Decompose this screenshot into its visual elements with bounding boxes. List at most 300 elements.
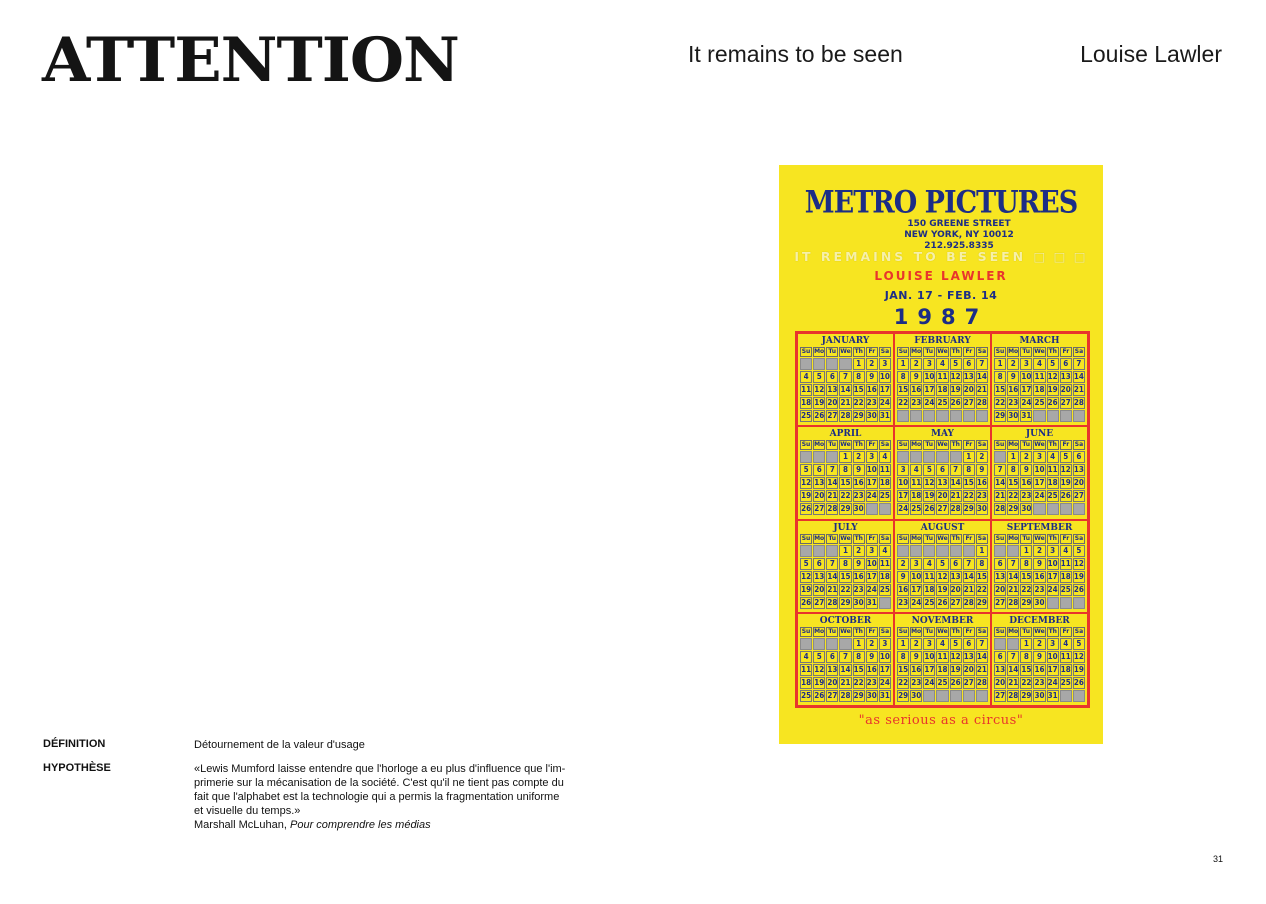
day-cell: 17 — [866, 478, 877, 488]
day-cell: 14 — [827, 478, 838, 488]
blank-cell — [1033, 503, 1045, 515]
day-cell: 25 — [1047, 491, 1058, 501]
day-cell: 6 — [826, 371, 838, 383]
day-cell: 15 — [853, 385, 864, 394]
quote-line: fait que l'alphabet est la technologie qui a permis la fragmentation uniforme — [194, 791, 560, 803]
day-cell: 13 — [827, 664, 838, 674]
weekday-label: Th — [854, 534, 863, 542]
day-cell: 9 — [910, 371, 922, 383]
day-cell: 21 — [827, 491, 838, 501]
day-cell: 4 — [1033, 358, 1045, 370]
weekday-label: Sa — [1074, 441, 1084, 449]
day-cell: 29 — [1021, 690, 1032, 700]
day-cell: 16 — [866, 385, 877, 394]
day-cell: 6 — [963, 358, 975, 370]
weekday-label: Su — [995, 627, 1005, 635]
day-cell: 10 — [924, 651, 935, 661]
quote-source — [194, 818, 586, 832]
day-cell: 9 — [897, 571, 909, 583]
calendar-year: 1987 — [893, 305, 989, 329]
blank-cell — [923, 545, 935, 557]
day-cell: 4 — [1047, 451, 1059, 463]
day-cell: 5 — [1047, 358, 1059, 370]
day-cell: 13 — [995, 571, 1006, 581]
weekday-label: We — [1034, 534, 1045, 542]
calendar-month — [991, 426, 1088, 519]
day-cell: 8 — [839, 464, 851, 476]
day-cell: 13 — [1073, 465, 1084, 475]
day-cell: 31 — [879, 411, 890, 420]
day-cell: 13 — [814, 571, 825, 581]
day-cell: 9 — [853, 558, 865, 570]
day-cell: 18 — [879, 478, 890, 488]
day-cell: 1 — [963, 451, 975, 463]
day-cell: 11 — [1034, 372, 1045, 381]
day-cell: 6 — [936, 464, 948, 476]
day-grid — [994, 638, 1085, 702]
weekday-label: Sa — [1074, 627, 1084, 635]
day-cell: 11 — [937, 651, 948, 661]
day-cell: 20 — [1073, 478, 1084, 488]
day-cell: 23 — [866, 398, 877, 407]
day-cell: 4 — [936, 638, 948, 650]
calendar-month — [797, 520, 894, 613]
day-cell: 12 — [1047, 372, 1058, 381]
day-cell: 17 — [866, 571, 877, 581]
day-cell: 13 — [963, 372, 974, 381]
day-cell: 16 — [866, 664, 877, 674]
day-cell: 2 — [866, 638, 878, 650]
day-cell: 29 — [976, 597, 987, 607]
day-cell: 23 — [898, 597, 909, 607]
day-cell: 14 — [976, 651, 987, 661]
weekday-label: Th — [951, 441, 960, 449]
weekday-label: Th — [1048, 348, 1057, 355]
day-cell: 12 — [950, 372, 961, 381]
weekday-label: Fr — [866, 534, 878, 544]
day-cell: 6 — [950, 558, 962, 570]
day-cell: 19 — [1047, 385, 1058, 394]
day-cell: 2 — [897, 558, 909, 570]
day-cell: 4 — [800, 651, 812, 663]
day-cell: 29 — [840, 504, 851, 514]
weekday-label: We — [1034, 348, 1045, 355]
blank-cell — [1060, 690, 1072, 702]
blank-cell — [813, 545, 825, 557]
day-cell: 18 — [879, 571, 890, 581]
day-cell: 21 — [1008, 677, 1019, 687]
day-cell: 14 — [950, 478, 961, 488]
day-cell: 29 — [898, 690, 909, 700]
weekday-label: Tu — [826, 627, 838, 637]
weekday-label: Th — [951, 348, 960, 355]
weekday-label: Mo — [911, 441, 922, 449]
weekday-label: Th — [951, 534, 960, 542]
day-cell: 5 — [813, 371, 825, 383]
blank-cell — [976, 410, 988, 422]
day-cell: 6 — [1073, 451, 1085, 463]
day-cell: 25 — [937, 677, 948, 687]
day-cell: 14 — [976, 372, 987, 381]
day-cell: 1 — [1020, 545, 1032, 557]
day-cell: 17 — [924, 664, 935, 674]
day-cell: 21 — [1073, 385, 1084, 394]
weekday-label: Mo — [814, 627, 825, 635]
day-cell: 10 — [879, 372, 890, 381]
day-cell: 7 — [839, 651, 851, 663]
day-cell: 21 — [1008, 584, 1019, 594]
day-cell: 21 — [950, 491, 961, 501]
day-cell: 25 — [801, 411, 812, 420]
weekday-header — [897, 347, 988, 357]
day-cell: 5 — [923, 464, 935, 476]
day-cell: 18 — [1047, 478, 1058, 488]
weekday-label: Su — [801, 534, 811, 542]
quote-line: primerie sur la mécanisation de la société. C'est qu'il ne tient pas compte du — [194, 777, 564, 789]
weekday-label: Fr — [1060, 440, 1072, 450]
month-name: JULY — [833, 522, 858, 533]
blank-cell — [923, 451, 935, 463]
day-cell: 29 — [995, 411, 1006, 420]
day-cell: 26 — [950, 398, 961, 407]
day-cell: 7 — [994, 464, 1006, 476]
day-cell: 2 — [976, 451, 988, 463]
day-cell: 16 — [1034, 571, 1045, 581]
day-cell: 14 — [1073, 372, 1084, 381]
month-name: DECEMBER — [1009, 615, 1070, 626]
day-cell: 8 — [1020, 558, 1032, 570]
blank-cell — [963, 690, 975, 702]
day-cell: 20 — [1060, 385, 1071, 394]
weekday-label: We — [1034, 627, 1045, 635]
day-cell: 8 — [976, 558, 988, 570]
day-cell: 18 — [801, 677, 812, 687]
day-cell: 8 — [897, 371, 909, 383]
weekday-label: Sa — [977, 534, 987, 542]
day-cell: 25 — [937, 398, 948, 407]
day-cell: 2 — [1033, 545, 1045, 557]
month-name: OCTOBER — [819, 615, 872, 626]
weekday-label: Th — [854, 348, 863, 355]
day-cell: 26 — [1047, 398, 1058, 407]
weekday-label: Mo — [1008, 441, 1019, 449]
weekday-label: We — [937, 627, 948, 635]
day-cell: 30 — [866, 690, 877, 700]
day-cell: 11 — [1047, 465, 1058, 475]
day-cell: 10 — [1047, 651, 1058, 661]
weekday-label: Sa — [977, 441, 987, 449]
day-cell: 30 — [866, 411, 877, 420]
blank-cell — [813, 638, 825, 650]
weekday-label: Fr — [963, 627, 975, 637]
blank-cell — [1073, 410, 1085, 422]
day-cell: 9 — [866, 651, 878, 663]
day-cell: 21 — [995, 491, 1006, 501]
day-cell: 24 — [898, 504, 909, 514]
day-cell: 19 — [1073, 664, 1084, 674]
weekday-header — [897, 534, 988, 544]
day-cell: 21 — [827, 584, 838, 594]
day-grid — [897, 545, 988, 609]
day-cell: 30 — [1021, 504, 1032, 514]
weekday-label: We — [840, 348, 851, 355]
day-cell: 20 — [814, 584, 825, 594]
gallery-address-line: 150 GREENE STREET — [907, 219, 1011, 229]
day-cell: 30 — [1034, 597, 1045, 607]
day-cell: 25 — [924, 597, 935, 607]
day-cell: 21 — [976, 385, 987, 394]
blank-cell — [976, 690, 988, 702]
day-cell: 15 — [840, 571, 851, 581]
source-title: Pour comprendre les médias — [290, 819, 431, 831]
day-cell: 26 — [1073, 677, 1084, 687]
weekday-header — [897, 627, 988, 637]
calendar-month — [894, 426, 991, 519]
day-cell: 17 — [879, 385, 890, 394]
weekday-label: Su — [898, 348, 908, 355]
blank-cell — [897, 545, 909, 557]
day-cell: 27 — [963, 398, 974, 407]
day-grid — [994, 451, 1085, 515]
day-cell: 19 — [814, 677, 825, 687]
calendar-month — [894, 613, 991, 706]
day-cell: 22 — [898, 398, 909, 407]
weekday-label: Su — [995, 534, 1005, 542]
day-cell: 26 — [801, 597, 812, 607]
blank-cell — [936, 451, 948, 463]
weekday-header — [994, 627, 1085, 637]
weekday-label: Su — [898, 441, 908, 449]
calendar-month — [797, 426, 894, 519]
day-cell: 4 — [1060, 638, 1072, 650]
card-motto: "as serious as a circus" — [858, 713, 1024, 728]
day-cell: 15 — [898, 385, 909, 394]
show-dates: JAN. 17 - FEB. 14 — [884, 289, 998, 302]
day-cell: 26 — [950, 677, 961, 687]
weekday-label: Su — [801, 627, 811, 635]
day-cell: 24 — [1047, 584, 1058, 594]
day-cell: 25 — [1060, 677, 1071, 687]
month-name: JUNE — [1025, 429, 1054, 440]
day-cell: 9 — [1033, 558, 1045, 570]
day-cell: 8 — [994, 371, 1006, 383]
day-cell: 12 — [1073, 558, 1084, 568]
day-cell: 7 — [963, 558, 975, 570]
day-cell: 2 — [853, 451, 865, 463]
day-cell: 3 — [897, 464, 909, 476]
day-cell: 19 — [1073, 571, 1084, 581]
blank-cell — [994, 545, 1006, 557]
day-cell: 28 — [976, 398, 987, 407]
blank-cell — [950, 545, 962, 557]
blank-cell — [994, 638, 1006, 650]
day-cell: 11 — [879, 465, 890, 475]
day-grid — [800, 545, 891, 609]
day-cell: 11 — [924, 571, 935, 581]
weekday-header — [994, 347, 1085, 357]
blank-cell — [1047, 410, 1059, 422]
day-cell: 14 — [840, 385, 851, 394]
day-cell: 14 — [995, 478, 1006, 488]
blank-cell — [1047, 597, 1059, 609]
calendar-month — [894, 520, 991, 613]
blank-cell — [800, 638, 812, 650]
weekday-label: Tu — [826, 440, 838, 450]
day-cell: 23 — [911, 677, 922, 687]
day-cell: 3 — [923, 638, 935, 650]
blank-cell — [1060, 410, 1072, 422]
day-cell: 24 — [1047, 677, 1058, 687]
month-name: NOVEMBER — [911, 615, 974, 626]
day-cell: 19 — [937, 584, 948, 594]
day-cell: 27 — [995, 690, 1006, 700]
day-cell: 12 — [1073, 651, 1084, 661]
weekday-label: Tu — [826, 534, 838, 544]
day-cell: 26 — [801, 504, 812, 514]
day-cell: 29 — [853, 411, 864, 420]
day-cell: 11 — [1060, 651, 1071, 661]
day-cell: 11 — [801, 385, 812, 394]
artist-name: Louise Lawler — [1080, 41, 1222, 67]
day-cell: 31 — [879, 690, 890, 700]
day-cell: 21 — [840, 677, 851, 687]
weekday-label: Th — [1048, 627, 1057, 635]
day-cell: 10 — [911, 571, 922, 581]
day-cell: 15 — [963, 478, 974, 488]
day-cell: 2 — [1033, 638, 1045, 650]
day-cell: 8 — [1020, 651, 1032, 663]
day-cell: 30 — [1034, 690, 1045, 700]
weekday-label: Tu — [923, 440, 935, 450]
day-cell: 27 — [827, 411, 838, 420]
day-cell: 24 — [1034, 491, 1045, 501]
day-cell: 20 — [950, 584, 961, 594]
day-cell: 20 — [937, 491, 948, 501]
weekday-label: Su — [801, 348, 811, 355]
day-cell: 7 — [839, 371, 851, 383]
day-cell: 28 — [1073, 398, 1084, 407]
quote-line: et visuelle du temps.» — [194, 805, 301, 817]
day-cell: 25 — [879, 491, 890, 501]
day-cell: 26 — [924, 504, 935, 514]
day-cell: 16 — [976, 478, 987, 488]
weekday-label: Su — [898, 627, 908, 635]
day-cell: 19 — [801, 491, 812, 501]
weekday-label: Mo — [911, 534, 922, 542]
day-cell: 23 — [1034, 584, 1045, 594]
day-cell: 24 — [866, 584, 877, 594]
day-cell: 9 — [1020, 464, 1032, 476]
day-cell: 27 — [963, 677, 974, 687]
day-cell: 4 — [923, 558, 935, 570]
day-cell: 16 — [911, 385, 922, 394]
day-cell: 8 — [839, 558, 851, 570]
day-cell: 22 — [995, 398, 1006, 407]
day-cell: 2 — [1007, 358, 1019, 370]
day-cell: 16 — [898, 584, 909, 594]
day-cell: 24 — [911, 597, 922, 607]
day-cell: 22 — [898, 677, 909, 687]
day-cell: 22 — [840, 584, 851, 594]
day-cell: 5 — [1073, 638, 1085, 650]
day-cell: 3 — [866, 451, 878, 463]
page-title: ATTENTION — [42, 25, 459, 96]
day-cell: 10 — [866, 465, 877, 475]
weekday-label: Tu — [923, 534, 935, 544]
day-cell: 9 — [910, 651, 922, 663]
weekday-label: We — [937, 441, 948, 449]
day-cell: 2 — [866, 358, 878, 370]
weekday-label: Fr — [1060, 347, 1072, 357]
day-cell: 5 — [800, 558, 812, 570]
blank-cell — [910, 545, 922, 557]
day-cell: 9 — [853, 464, 865, 476]
weekday-label: Fr — [963, 347, 975, 357]
day-cell: 4 — [800, 371, 812, 383]
day-cell: 10 — [1034, 465, 1045, 475]
day-cell: 13 — [937, 478, 948, 488]
day-cell: 3 — [910, 558, 922, 570]
weekday-label: Tu — [923, 347, 935, 357]
day-cell: 23 — [911, 398, 922, 407]
definition-text: Détournement de la valeur d'usage — [194, 739, 365, 751]
blank-cell — [923, 410, 935, 422]
calendar-month — [991, 333, 1088, 426]
month-name: JANUARY — [821, 336, 870, 346]
day-cell: 4 — [879, 545, 891, 557]
weekday-label: Su — [995, 441, 1005, 449]
day-cell: 25 — [1034, 398, 1045, 407]
day-cell: 10 — [879, 651, 890, 661]
day-cell: 7 — [1073, 358, 1085, 370]
day-cell: 15 — [1021, 664, 1032, 674]
day-cell: 3 — [923, 358, 935, 370]
blank-cell — [936, 690, 948, 702]
weekday-label: Su — [898, 534, 908, 542]
day-cell: 10 — [924, 372, 935, 381]
day-cell: 20 — [995, 584, 1006, 594]
day-cell: 18 — [924, 584, 935, 594]
day-cell: 6 — [1060, 358, 1072, 370]
blank-cell — [800, 451, 812, 463]
day-cell: 16 — [1021, 478, 1032, 488]
day-cell: 18 — [1034, 385, 1045, 394]
day-cell: 5 — [1073, 545, 1085, 557]
day-cell: 13 — [1060, 372, 1071, 381]
day-cell: 24 — [924, 677, 935, 687]
day-cell: 28 — [840, 690, 851, 700]
weekday-label: Tu — [1020, 534, 1032, 544]
day-cell: 31 — [1047, 690, 1058, 700]
day-cell: 22 — [1021, 584, 1032, 594]
day-cell: 11 — [937, 372, 948, 381]
day-cell: 7 — [1007, 651, 1019, 663]
day-cell: 7 — [950, 464, 962, 476]
blank-cell — [1047, 503, 1059, 515]
day-cell: 18 — [1060, 664, 1071, 674]
weekday-header — [994, 534, 1085, 544]
day-cell: 11 — [879, 558, 890, 568]
day-cell: 2 — [853, 545, 865, 557]
day-cell: 7 — [976, 358, 988, 370]
day-cell: 16 — [853, 478, 864, 488]
definition-label: DÉFINITION — [43, 738, 106, 750]
weekday-label: Fr — [963, 534, 975, 544]
weekday-label: Mo — [911, 348, 922, 355]
weekday-header — [897, 440, 988, 450]
day-cell: 28 — [963, 597, 974, 607]
day-cell: 1 — [839, 451, 851, 463]
